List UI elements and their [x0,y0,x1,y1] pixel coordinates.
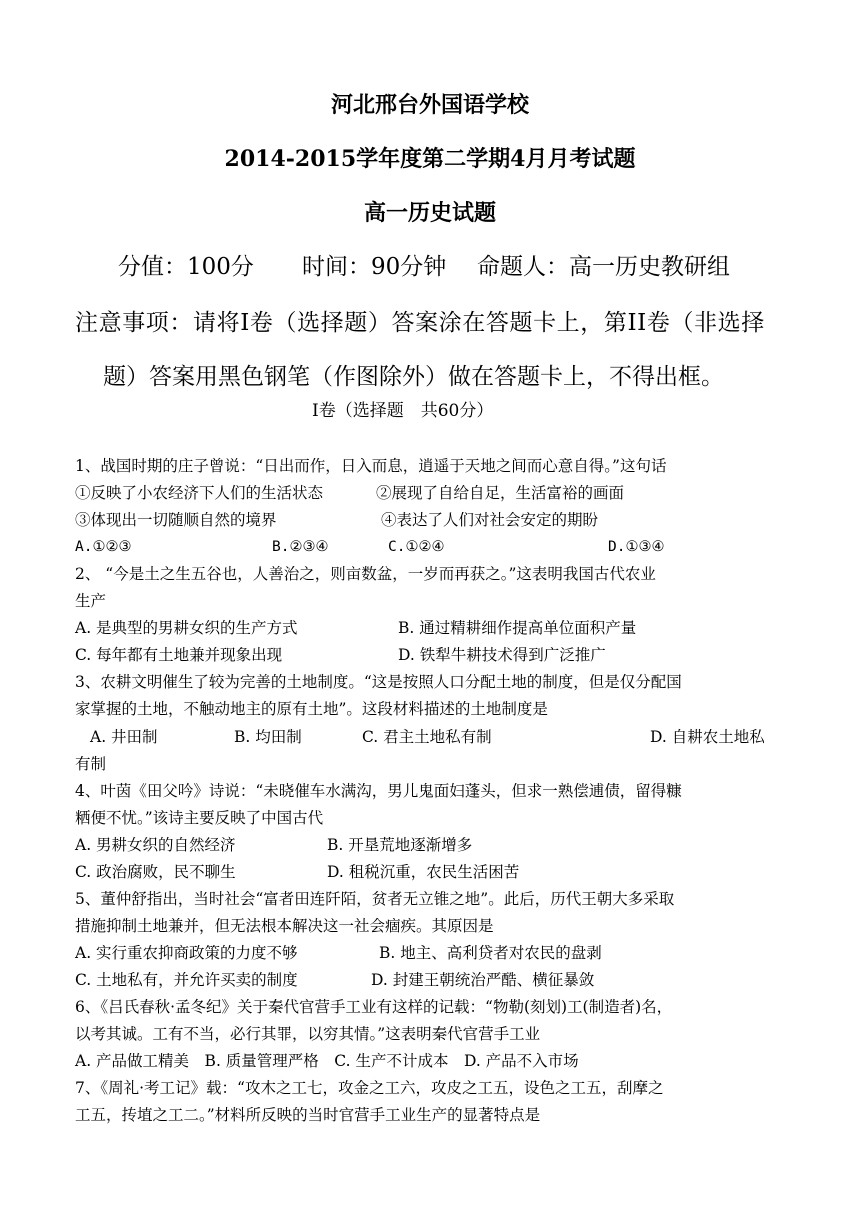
q5-option-c: C. 土地私有，并允许买卖的制度 [75,971,298,989]
q5-option-a: A. 实行重农抑商政策的力度不够 [75,944,298,962]
info-author: 命题人：高一历史教研组 [477,254,730,280]
q3-stem-line-1: 3、农耕文明催生了较为完善的土地制度。“这是按照人口分配土地的制度，但是仅分配国 [75,673,682,691]
q7-stem-line-2: 工五，抟埴之工二。”材料所反映的当时官营手工业生产的显著特点是 [75,1106,541,1124]
q1-statement-4: ④表达了人们对社会安定的期盼 [381,511,599,529]
subject-title: 高一历史试题 [363,200,496,226]
q2-option-d: D. 铁犁牛耕技术得到广泛推广 [398,646,606,664]
info-time: 时间：90分钟 [302,254,447,280]
q2-option-a: A. 是典型的男耕女织的生产方式 [75,619,298,637]
q2-stem-line-2: 生产 [75,592,107,610]
q2-stem-line-1: 2、 “今是土之生五谷也，人善治之，则亩数盆，一岁而再获之。”这表明我国古代农业 [75,565,656,583]
school-name: 河北邢台外国语学校 [330,92,529,118]
section-heading: I卷（选择题 共60分） [312,401,494,421]
q4-stem-line-1: 4、叶茵《田父吟》诗说：“未晓催车水满沟，男儿鬼面妇蓬头，但求一熟偿逋债，留得糠 [75,782,682,800]
notice-line-1: 注意事项：请将I卷（选择题）答案涂在答题卡上，第II卷（非选择 [75,310,765,336]
q3-option-d: D. 自耕农土地私 [650,728,765,746]
q6-stem-line-1: 6、《吕氏春秋·孟冬纪》关于秦代官营手工业有这样的记载：“物勒(刻划)工(制造者)名， [75,998,673,1016]
q3-option-c: C. 君主土地私有制 [362,728,492,746]
q2-option-b: B. 通过精耕细作提高单位面积产量 [398,619,637,637]
q5-stem-line-1: 5、董仲舒指出，当时社会“富者田连阡陌，贫者无立锥之地”。此后，历代王朝大多采取 [75,890,675,908]
q1-stem: 1、战国时期的庄子曾说：“日出而作，日入而息，逍遥于天地之间而心意自得。”这句话 [75,457,667,475]
q3-option-a: A. 井田制 [90,728,158,746]
notice-line-2: 题）答案用黑色钢笔（作图除外）做在答题卡上，不得出框。 [103,364,724,390]
q1-option-d: D.①③④ [608,539,665,555]
q5-stem-line-2: 措施抑制土地兼并，但无法根本解决这一社会痼疾。其原因是 [75,917,494,935]
q6-stem-line-2: 以考其诚。工有不当，必行其罪，以穷其情。”这表明秦代官营手工业 [75,1025,541,1043]
q4-option-b: B. 开垦荒地逐渐增多 [327,836,473,854]
q1-statement-3: ③体现出一切随顺自然的境界 [75,511,277,529]
q2-option-c: C. 每年都有土地兼并现象出现 [75,646,283,664]
q6-options: A. 产品做工精美 B. 质量管理严格 C. 生产不计成本 D. 产品不入市场 [75,1052,579,1070]
q5-option-d: D. 封建王朝统治严酷、横征暴敛 [371,971,595,989]
q3-option-b: B. 均田制 [234,728,302,746]
info-score: 分值：100分 [118,254,254,280]
q4-option-d: D. 租税沉重，农民生活困苦 [327,863,520,881]
q3-stem-line-2: 家掌握的土地，不触动地主的原有土地”。这段材料描述的土地制度是 [75,700,548,718]
q1-option-c: C.①②④ [388,539,445,555]
q1-option-b: B.②③④ [272,539,329,555]
q1-option-a: A.①②③ [75,539,132,555]
q4-option-c: C. 政治腐败，民不聊生 [75,863,236,881]
q4-option-a: A. 男耕女织的自然经济 [75,836,236,854]
q7-stem-line-1: 7、《周礼·考工记》载：“攻木之工七，攻金之工六，攻皮之工五，设色之工五，刮摩之 [75,1079,664,1097]
q5-option-b: B. 地主、高利贷者对农民的盘剥 [379,944,602,962]
q4-stem-line-2: 粞便不忧。”该诗主要反映了中国古代 [75,809,324,827]
q1-statement-2: ②展现了自给自足，生活富裕的画面 [376,484,625,502]
exam-title: 2014-2015学年度第二学期4月月考试题 [224,146,636,172]
q1-statement-1: ①反映了小农经济下人们的生活状态 [75,484,324,502]
q3-option-d-continued: 有制 [75,755,107,773]
